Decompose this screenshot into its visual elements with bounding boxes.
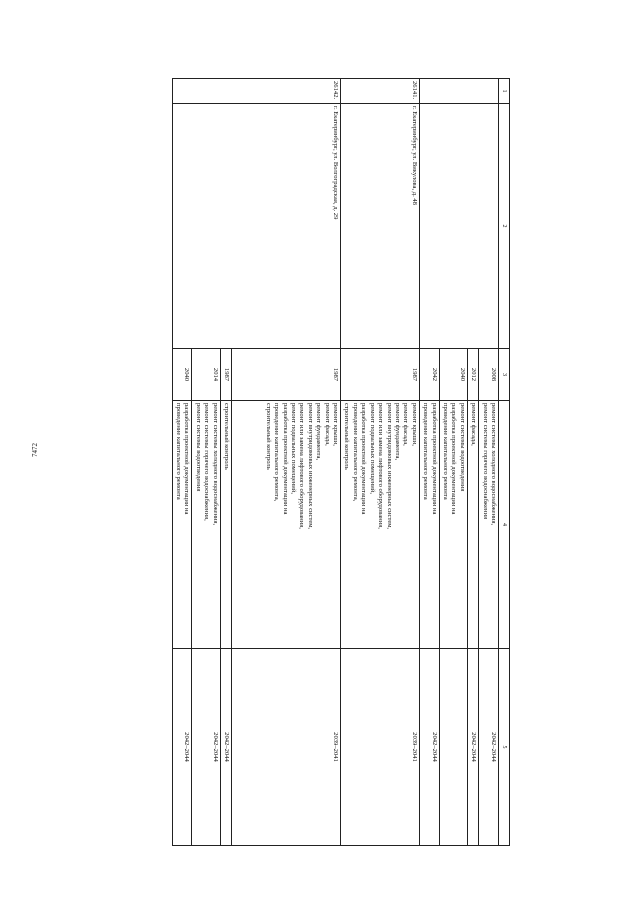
cell-address: г. Екатеринбург, ул. Викулова, д. 48 — [341, 104, 420, 349]
work-line: ремонт системы горячего водоснабжения — [481, 403, 489, 520]
cell-num — [419, 79, 498, 104]
work-line: ремонт фундамента, — [315, 403, 323, 461]
work-line: проведение капитального ремонта — [175, 403, 183, 500]
work-line: разработка проектной документации на — [281, 403, 289, 515]
work-line: ремонт или замена лифтового оборудования, — [298, 403, 306, 529]
table-row — [479, 79, 499, 846]
cell-works — [439, 401, 467, 649]
cell-period: 2042–2044 — [220, 649, 231, 846]
cell-period: 2039–2041 — [232, 649, 341, 846]
cell-period: 2042–2044 — [172, 649, 192, 846]
header-cell-year: 3 — [499, 349, 510, 401]
work-line: строительный контроль — [343, 403, 351, 470]
work-line: ремонт фасада, — [402, 403, 410, 446]
repair-schedule-table — [172, 78, 510, 846]
work-line: ремонт фундамента, — [393, 403, 401, 461]
work-line: ремонт крыши, — [332, 403, 340, 446]
work-line: ремонт системы холодного водоснабжения, — [490, 403, 497, 526]
work-line: ремонт фасада, — [323, 403, 331, 446]
work-line: разработка проектной документации на — [430, 403, 438, 515]
cell-works — [192, 401, 220, 649]
cell-address — [419, 104, 498, 349]
work-line: ремонт крыши, — [410, 403, 418, 446]
work-line: ремонт системы водоотведения — [194, 403, 202, 492]
cell-year: 2040 — [172, 349, 192, 401]
cell-year: 2012 — [467, 349, 478, 401]
cell-year: 2040 — [439, 349, 467, 401]
cell-works — [419, 401, 439, 649]
cell-works — [220, 401, 231, 649]
header-cell-address: 2 — [499, 104, 510, 349]
work-line: разработка проектной документации на — [360, 403, 368, 515]
work-line: ремонт фасада, — [470, 403, 478, 446]
header-cell-period: 5 — [499, 649, 510, 846]
cell-period: 2039–2041 — [341, 649, 420, 846]
header-cell-works: 4 — [499, 401, 510, 649]
cell-year: 2042 — [419, 349, 439, 401]
work-line: ремонт подвальных помещений, — [290, 403, 298, 494]
work-line: строительный контроль — [223, 403, 231, 470]
work-line: ремонт внутридомовых инженерных систем, — [385, 403, 393, 530]
cell-year: 1987 — [232, 349, 341, 401]
work-line: проведение капитального ремонта — [441, 403, 449, 500]
table-row — [232, 79, 341, 846]
work-line: проведение капитального ремонта — [422, 403, 430, 500]
header-row — [499, 79, 510, 846]
work-line: ремонт или замена лифтового оборудования, — [377, 403, 385, 529]
work-line: строительный контроль — [264, 403, 272, 470]
cell-address: г. Екатеринбург, ул. Волгоградская, д. 29 — [172, 104, 340, 349]
cell-year: 1987 — [341, 349, 420, 401]
cell-num: 26141. — [341, 79, 420, 104]
work-line: ремонт системы холодного водоснабжения, — [211, 403, 219, 526]
cell-works — [232, 401, 341, 649]
cell-period: 2042–2044 — [419, 649, 439, 846]
work-line: разработка проектной документации на — [450, 403, 458, 515]
work-line: ремонт системы водоотведения — [458, 403, 466, 492]
table-row — [341, 79, 420, 846]
cell-works — [479, 401, 499, 649]
cell-works — [172, 401, 192, 649]
work-line: ремонт подвальных помещений, — [368, 403, 376, 494]
rotated-table-container — [78, 78, 510, 845]
page-number-text: 7472 — [31, 443, 39, 457]
work-line: ремонт системы горячего водоснабжения, — [203, 403, 211, 521]
cell-period: 2042–2044 — [192, 649, 220, 846]
work-line: проведение капитального ремонта, — [351, 403, 359, 502]
page-number — [29, 440, 41, 460]
cell-year: 2008 — [479, 349, 499, 401]
header-cell-num: 1 — [499, 79, 510, 104]
cell-year: 1987 — [220, 349, 231, 401]
cell-period — [439, 649, 467, 846]
cell-year: 2014 — [192, 349, 220, 401]
work-line: ремонт внутридомовых инженерных систем, — [306, 403, 314, 530]
cell-period: 2042–2044 — [467, 649, 478, 846]
cell-works — [341, 401, 420, 649]
cell-works — [467, 401, 478, 649]
work-line: проведение капитального ремонта, — [273, 403, 281, 502]
cell-period: 2042–2044 — [479, 649, 499, 846]
cell-num: 26142. — [172, 79, 340, 104]
work-line: разработка проектной документации на — [183, 403, 191, 515]
